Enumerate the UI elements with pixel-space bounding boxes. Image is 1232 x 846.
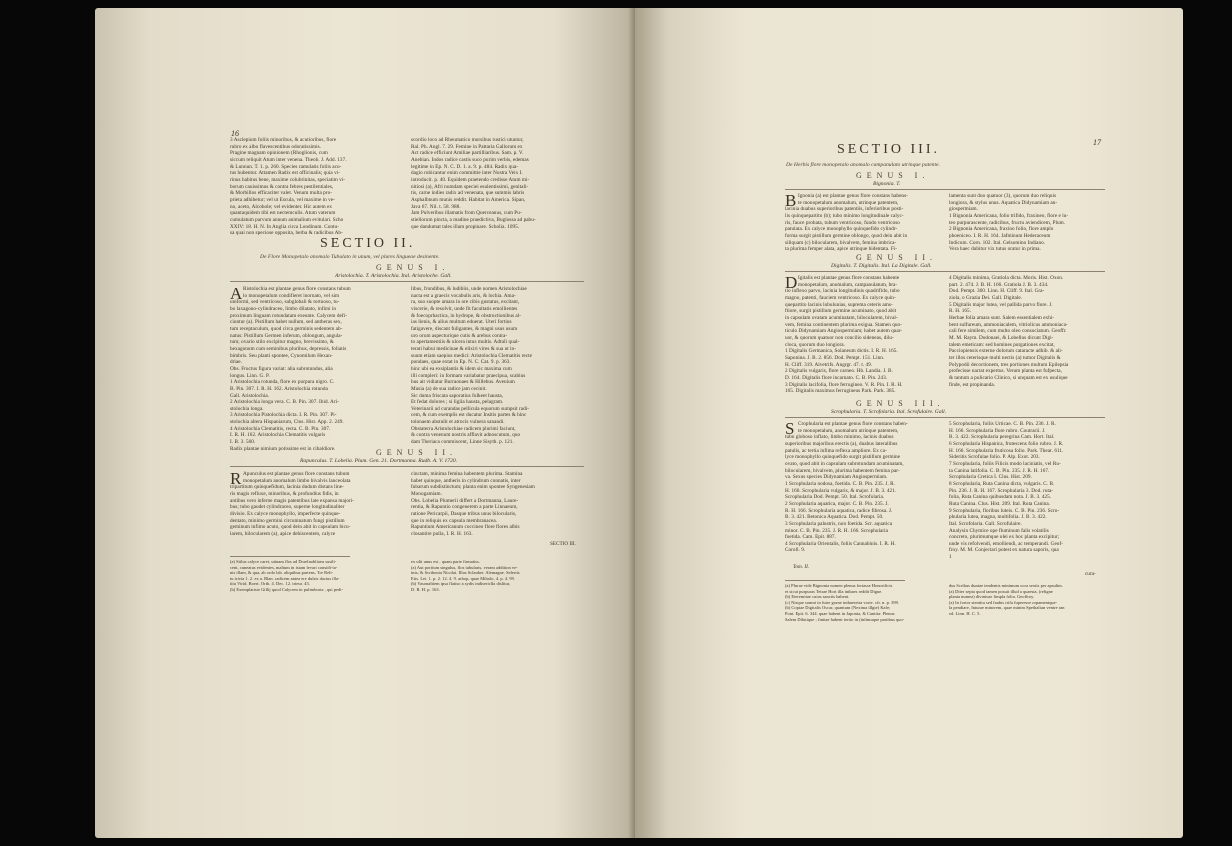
text-line: uor, & quorum quatuor non concilio sideneas, dilu- bbox=[785, 334, 894, 341]
text-line: Ital. Scrofolaria. Gall. Scrofulaire. bbox=[949, 520, 1022, 527]
text-line: 1 Aristolochia rotunda, flore ex purpura nigro. C. bbox=[230, 379, 335, 386]
text-line: borum cauissimus & contra febres pestilentiales, bbox=[230, 183, 334, 190]
text-line: terati habui medicinae & elixiri vires & sua ut in- bbox=[411, 345, 516, 352]
text-line: nis illam, & qua, ab ordo lab. aliquibus partens, Tre Reli- bbox=[230, 570, 334, 576]
text-line: Herbae folia amara sunt. Salem essentialem exhi- bbox=[949, 314, 1055, 321]
text-line: rinus habitus bene, maxime colubrinitas, speciatim vi- bbox=[230, 176, 346, 183]
text-line: (b) Vasonaltiem ipsa flatiso a sydis indisericlla dislitur, bbox=[411, 581, 511, 587]
text-line: antibus vero inferne magis patentibus late expansa majori- bbox=[230, 497, 355, 504]
genus-label: GENUS III. bbox=[856, 399, 945, 408]
text-line: fubarum subdistinctum; planta enim spontee Syngenesiam bbox=[411, 484, 535, 491]
text-line: superioribus majoribus erectis (a), duabus lateralibus bbox=[785, 440, 898, 447]
text-line: 2 Bignonia Americana, fraxino folio, flore amplo bbox=[949, 226, 1054, 233]
text-line: fatigavere, discant fuligantes, & magni usus usum bbox=[411, 325, 518, 332]
text-line: monopetalum anomalum limbo bivalvis lanceolata bbox=[243, 477, 351, 484]
text-line: unde vis refolvendi, emolliendi, ac temperandi. Geof- bbox=[949, 540, 1063, 547]
text-line: (a) Aut portium singulus, flos tubularis, veram addition ve- bbox=[411, 564, 518, 570]
text-line: ftiore, surgit pistillum germine acuminato, quod abit bbox=[785, 308, 897, 315]
text-line: D. 164. Digitalis flore incarnato. C. B. Pin. 243. bbox=[785, 374, 888, 381]
text-line: H. Cliff. 319. Alvetrifs. Angrgr. 47. t. 49. bbox=[785, 361, 873, 368]
text-line: B. Pin. 307. I. R. H. 162. Aristolochia rotunda bbox=[230, 385, 328, 392]
text-line: tubo globoso inflato, limbo minimo, lacinis duabus bbox=[785, 434, 894, 441]
text-line: Pragine magnam opinionem (Rhoglionis, cum bbox=[230, 150, 328, 157]
text-line: ris magis refluxe, minoribus, & profundius fidis, in bbox=[230, 490, 339, 497]
text-line: H. 166. Scrophularia fruticosa folio. Park. Theat. 611. bbox=[949, 447, 1064, 454]
text-line: dus Scribus duntae tendentis minimum ocra sextis per apsulim. bbox=[949, 583, 1063, 588]
text-line: bus; tubo gaudet cylindraceo, superne longitudinaliter bbox=[230, 504, 345, 511]
text-column bbox=[411, 471, 583, 538]
text-column bbox=[785, 421, 941, 554]
text-line: (a) Diter sepia quod tamen posuit illud a quaesta, (religne bbox=[949, 588, 1053, 594]
text-line: cinctam, minima femina habentem plurima. Stamina bbox=[411, 471, 523, 477]
text-line: driae. bbox=[230, 359, 242, 366]
text-line: part. 2. 474. J. B. H. 166. Gratiola J. B. 3. 434. bbox=[949, 281, 1049, 288]
text-line: no, aceto, Alcohole; vel evidenter. Hic autem ex bbox=[230, 203, 333, 210]
genus-label: GENUS I. bbox=[376, 263, 450, 272]
text-line: scordio loco ad Rheumatico morsibus rustici utuntur, bbox=[411, 137, 524, 143]
text-line: & Morbillos efficaciter valet. Venum multa pro- bbox=[230, 190, 332, 197]
text-line: viscerie, & resolvit, unde fit facultatis emollientes bbox=[411, 305, 518, 312]
text-line: ovato, quod abit in capsulam subrotundam acuminatam, bbox=[785, 460, 904, 467]
text-line: Pont. Epit. 6. 344. quae habent in Japonia, & Cantita: Plenus bbox=[785, 610, 895, 616]
text-column bbox=[230, 137, 402, 237]
text-line: tolonaem abstulit et atrocis vulnera sanandi. bbox=[411, 419, 505, 426]
text-line: ed. Linn. H. C. 5. bbox=[949, 610, 981, 616]
text-line: Anebian. Indos radice castis suco purim verbis, edemas bbox=[411, 156, 529, 163]
text-line: profecisse narrat expertus. Verum planta est fufpecta, bbox=[949, 368, 1062, 375]
text-line: Analysin Chymice ope fluminum falis volatilis bbox=[949, 527, 1049, 534]
text-line: stolochia longa. bbox=[230, 405, 264, 412]
text-line: Sideritis Scrofulae folio. P. Alp. Exot. 203. bbox=[949, 454, 1040, 461]
text-column bbox=[949, 421, 1105, 561]
text-line: 3 Scrophularia palustris, non foetida. Scr. aquatica bbox=[785, 520, 893, 527]
text-line: 3 Aristolochia Pistolochia dicta. I. R. Pin. 307. Pi- bbox=[230, 412, 337, 419]
text-line: Apunculus est plantae genus flore constans tubum bbox=[243, 471, 350, 477]
text-line: cali fere similem, cum multo oleo consociatum. Geoffr. bbox=[949, 328, 1067, 335]
text-line: froy. M. M. Conjectari potest ex natura saporis, qua bbox=[949, 547, 1059, 554]
text-line: Radix plantae nimium potissime est in cibaldiore. bbox=[230, 445, 336, 452]
text-column bbox=[230, 286, 402, 452]
text-line: 1 Digitalis Germanica, Solaneum dictis. I. R. H. 165. bbox=[785, 348, 898, 355]
text-line: Ral. Ph. Angl. 7. 29. Femine in Pattaria Gallorum ex bbox=[411, 143, 523, 150]
text-line: Sic duma friscata saporatius fulkeet hausta, bbox=[411, 392, 504, 399]
text-line: rentia, & Rapuntio congenerem a parte Linnaeum, bbox=[411, 504, 518, 511]
footnotes bbox=[949, 583, 1105, 617]
text-line: H. 166. Scrophularia vulgaris, & major. J. B. 3. 421. bbox=[785, 487, 897, 494]
text-line: I. B. 3. 560. bbox=[230, 439, 256, 446]
text-line: phoeniceo. I. R. H. 164. Jafminum Hederaceum bbox=[949, 232, 1051, 239]
text-line: magno, patenti, fauciem ventricoso. Ex calyce quin- bbox=[785, 294, 896, 301]
text-column bbox=[949, 275, 1105, 388]
text-line: bimbris. Seu planti spontee, Cynomilum Hexan- bbox=[230, 352, 333, 359]
drop-cap: B bbox=[785, 191, 797, 210]
text-line: 6 Scrophularia Hispanica, frutescens folio rubro. J. R. bbox=[949, 440, 1064, 447]
text-line: finde, est propinanda. bbox=[949, 381, 996, 388]
text-line: tis, carne indies radix ad venenata, que summis labris bbox=[411, 190, 525, 197]
text-line: bilocularem, bivalvem, plurima habentem femina par- bbox=[785, 467, 900, 474]
text-line: et sicut purpuras Tetrae Hort illa inthaes reddit Digue. bbox=[785, 588, 883, 594]
text-line: ias lienis, & alius multum eduerat. Uteri fortius bbox=[411, 319, 512, 326]
footnote-rule bbox=[230, 556, 350, 557]
text-line: que in reliquis ex capsula membranacea. bbox=[411, 517, 498, 524]
page-number: 17 bbox=[1093, 138, 1101, 147]
divider bbox=[785, 189, 1105, 190]
text-line: tu trivia 1. 2. ex a. Blan. radicem antea ere dulsis dactus illa- bbox=[230, 575, 340, 581]
text-line: nitiosi (a), Afri numdam speciei esulentissimi, genitali- bbox=[411, 183, 529, 190]
text-line: Ruta Canina. Clus. Hist. 209. Ital. Ruta Canina. bbox=[949, 500, 1051, 507]
text-line: M. M. Raym. Dodonaei, & Lobellus dicunt Digi- bbox=[949, 334, 1054, 341]
text-line: Jam Pulveribus illamatis from Querceanus, cum Pu- bbox=[411, 210, 522, 217]
text-line: talem emeticam: sed homines purgationes excitat, bbox=[949, 341, 1055, 348]
genus-label: GENUS I. bbox=[856, 171, 930, 180]
text-line: uniformi, sed ventricoso, subglobali & tortuoso, tu- bbox=[230, 299, 340, 306]
text-line: ris, fauce probata, tubum ventricoso, fundo ventricoso bbox=[785, 219, 900, 226]
divider bbox=[230, 466, 584, 467]
section-heading: SECTIO III. bbox=[837, 142, 940, 157]
text-column bbox=[949, 193, 1105, 253]
text-line: proximum linguam rotundatam exeunte. Calycem defi- bbox=[230, 312, 347, 319]
text-line: divisio. Ex calyce monophyllo, imperfecte quinque- bbox=[230, 510, 341, 517]
text-line: lamenta sunt duo quatuor (3), quorum duo reliquis bbox=[949, 193, 1057, 199]
text-line: hexagonum cum seminibus pluribus, depressis, foliatis bbox=[230, 345, 347, 352]
text-line: (a) In fortor stentitu sed faubis trifa fuperesse orpamentque- bbox=[949, 599, 1058, 605]
text-line: 1 bbox=[949, 554, 952, 561]
text-line: XXIV: 18. H. N. In Anglia circa Londinum. Contu- bbox=[230, 223, 339, 230]
text-line: te monopetalum, anomalum utrinque patentem, bbox=[798, 427, 899, 434]
text-line: Coroll. 9. bbox=[785, 547, 806, 554]
text-line: Indicum. Corn. 102. Ital. Gelsomino Indiano. bbox=[949, 239, 1046, 246]
divider bbox=[785, 271, 1105, 272]
genus-name: Bignonia. T. bbox=[873, 181, 901, 187]
text-line: tum; ovario stilo excipitur magno, brevissimo, & bbox=[230, 339, 334, 346]
text-line: nacta est a graecis vocabulis aris, & lochia. Ama- bbox=[411, 292, 516, 299]
text-line: phularia lutea, magna, multifolia. J. B. 3. 422. bbox=[949, 514, 1047, 521]
text-line: bus ait vidiatur Burraonaes & Hillebus. Avenium bbox=[411, 379, 515, 386]
text-line: monopetalum, anomalum, campanulatum, bra- bbox=[798, 281, 898, 288]
text-line: lacinia duabus superioribus patentiis, inferioribus posti- bbox=[785, 206, 904, 213]
text-line: Veterinarii ad curandas pellicula equorum sumpsit radi- bbox=[411, 405, 529, 412]
divider bbox=[785, 417, 1105, 418]
text-line: cloca, quorum duo longiora. bbox=[785, 341, 845, 348]
text-line: in capsulam ovatam acuminatam, bilocularem, bival- bbox=[785, 314, 898, 321]
text-line: cem, & cum exemplis est ducatur Insitis partes & hinc bbox=[411, 412, 527, 419]
text-line: longiora, & stylus unus. Aquatica Didynamiam an- bbox=[949, 199, 1058, 206]
genus-label: GENUS II. bbox=[376, 448, 457, 457]
text-line: patulata. Ex calyce monophyllo quinquefido cylindr- bbox=[785, 226, 898, 233]
text-line: Obstaterra Aristolochiae radicem plurimi faciunt, bbox=[411, 425, 516, 432]
catchword: SECTIO III. bbox=[550, 541, 576, 547]
text-line: uro orum aspecturique cutis & arebus contra- bbox=[411, 332, 508, 339]
text-column bbox=[785, 275, 941, 395]
text-line: & tantum a pulicario Clinico, si unquam est ex usulique bbox=[949, 374, 1068, 381]
text-line: concreto, plurimumque olei ex hoc planta excipitur; bbox=[949, 534, 1060, 541]
text-line: que dandumat tales illam propinare. Scholia. 1095. bbox=[411, 223, 520, 230]
text-line: 3 Asclepium foliis minoribus, & acutioribus, flore bbox=[230, 137, 337, 143]
section-subtitle: De Flore Monopetalo anomalo Tubulato in unum, vel plures lingueae desinente. bbox=[260, 254, 440, 260]
text-line: 5 Scrophularia, foliis Urticae. C. B. Pin. 236. J. R. bbox=[949, 421, 1056, 427]
text-line: B. 3. 422. Scrophularia peregrina Cam. Hort. Ital. bbox=[949, 434, 1055, 441]
text-line: (a) Stilus calyce caret, utinam flos ad Dorelnobliaeu sustli- bbox=[230, 559, 337, 564]
text-line: ticulo Didynamiam Angiospermiam; habet autem quar- bbox=[785, 328, 903, 335]
text-line: Igitalis est plantae genus flore constans habente bbox=[798, 275, 900, 281]
text-column bbox=[785, 193, 941, 253]
text-line: B. 3. 421. Betonica Aquatica. Dod. Pempt. 50. bbox=[785, 514, 884, 521]
text-line: Obs. Fructus figura variat: alia subrotundus, alia bbox=[230, 365, 333, 372]
text-line: bo laxagono-cylindraceo, limbo dilatato, infimi in bbox=[230, 305, 337, 312]
genus-name: Aristolochia. T. Aristolochia. Ital. Aristoloche. Gall. bbox=[335, 273, 452, 279]
text-line: bent sulfureum, ammoniacalem, vitriolicus ammoniaca- bbox=[949, 321, 1068, 328]
text-line: hinc ubi ea exsiplantis & idem sic maxima cum bbox=[411, 365, 512, 372]
text-line: Act radice efficiunt Amiliae partilliaribus. Sam. p. V. bbox=[411, 150, 524, 157]
text-line: folia, Ruta Canina quibusdam nota. J. B. 3. 425. bbox=[949, 494, 1052, 501]
footnotes bbox=[785, 583, 941, 622]
text-line: D. R. H. p. 163. bbox=[411, 586, 440, 592]
text-line: Ristolochia est plantae genus flore constans tubum bbox=[243, 286, 351, 292]
text-column bbox=[411, 137, 583, 230]
text-line: 1 Bignonia Americana, folio trifido, fraxineo, flore e lu- bbox=[949, 212, 1069, 219]
genus-name: Digitalis. T. Digitalis. Ital. La Digitale. Gall. bbox=[831, 263, 932, 269]
text-line: illi compleri: in formam variabatur praecipua, scabius bbox=[411, 372, 526, 379]
drop-cap: R bbox=[230, 469, 242, 488]
text-line: Polypodii decoctionem, tres portiones multum Epilepsia bbox=[949, 361, 1069, 368]
text-line: tum receptaculum, quod circa germinis sedentem ab- bbox=[230, 325, 343, 332]
text-line: Et fedat dolores ; si ligila hausta, pelagram. bbox=[411, 399, 504, 406]
text-line: Dod. Pempt. 360. Linn. H. Cliff. 9. Ital. Gra- bbox=[949, 288, 1045, 295]
text-line: planta numea) diviniuse fimpla folia. Geoffroy. bbox=[949, 594, 1035, 600]
text-line: longus. Linn. G. P. bbox=[230, 372, 270, 379]
footnotes bbox=[230, 559, 402, 593]
section-subtitle: De Herbis flore monopetalo anomalo campanulato utrinque patente. bbox=[786, 162, 940, 168]
text-column bbox=[230, 471, 402, 538]
text-line: lis quinquepartito (b); tubo minimo longitudinale calyc- bbox=[785, 212, 904, 219]
text-line: (b) Copiae Digitalis Oscar, quantum (Nexima illgie) Kafe; bbox=[785, 605, 891, 611]
text-line: Scrophularia Cretica I. Clus. Hist. 209. bbox=[949, 474, 1032, 481]
text-line: & foecoprhactica, in hydrope, & obstructionibus al- bbox=[411, 312, 522, 319]
text-line: 5 Digitalis major lutea, vel pallida parvo flore. J. bbox=[949, 301, 1053, 308]
signature-mark: Tom. II. bbox=[793, 564, 810, 570]
text-line: larem, bilocularem (a), apice dehiscentem, calyce bbox=[230, 530, 336, 537]
text-line: Ignonia (a) est plantae genus flore constans habens- bbox=[798, 193, 908, 199]
text-line: ex ulti unus est , quam parte firmatiss. bbox=[411, 559, 480, 564]
text-line: inis; & Scribonia Nicolai. Illus Sclauber. Alemagne. Seleriis bbox=[411, 570, 520, 576]
text-line: prieta adhibetur; vel ut Escula, vel maxime in ve- bbox=[230, 196, 335, 203]
catchword: cura- bbox=[1085, 571, 1096, 577]
text-line: 4 Aristolochia Clematitis, recta. C. B. Pin. 307. bbox=[230, 425, 331, 432]
text-line: forma surgit pistillum germine oblongo, quod dein abit in bbox=[785, 232, 908, 239]
text-line: 4 Scrophularia Orientalis, foliis Cannabinis. I. R. H. bbox=[785, 540, 896, 547]
genus-name: Rapunculus. T. Lobelia. Plum. Gen. 21. Dortmanna. Rudb. A. V. 1720. bbox=[300, 458, 458, 464]
genus-label: GENUS II. bbox=[856, 253, 937, 262]
text-line: ra, suo suopte amara in ore cibis gustatus, excitant, bbox=[411, 299, 520, 306]
text-line: tripartitum quinquefidum, lacinia dudum distans line- bbox=[230, 484, 344, 491]
text-line: libus, frondibus, & ludibiis, unde nomen Aristolochiae bbox=[411, 286, 527, 292]
divider bbox=[230, 281, 584, 282]
text-line: foetida. Cam. Epit. 887. bbox=[785, 534, 836, 541]
right-page bbox=[635, 8, 1183, 838]
text-line: cent, cuneatus evidentes, maltum in istam levari considi-ta- bbox=[230, 564, 338, 570]
text-line: 165. Digitalis maximus ferrugineus Park. Park. 385. bbox=[785, 388, 896, 395]
section-heading: SECTIO II. bbox=[320, 236, 416, 251]
footnotes bbox=[411, 559, 583, 593]
left-page bbox=[95, 8, 635, 838]
text-line: 1 Scrophularia nodosa, foetida. C. B. Pin. 235. J. R. bbox=[785, 480, 895, 487]
text-line: Rapuntium Americanum coccineo flore flores albis bbox=[411, 524, 520, 531]
text-line: la pendiare, Iniurae minorem, quae minim Spethalian ventre ran bbox=[949, 605, 1065, 611]
text-line: Pin. 236. J. R. H. 167. Scrophularia 3. Dod. ruta- bbox=[949, 487, 1054, 494]
text-line: stolochia altera Hispaniarum, Clus. Hist. App. 2. 249. bbox=[230, 419, 344, 426]
text-line: pondaes, quae extat in Ep. N. C. Cat. 9. p. 363. bbox=[411, 359, 511, 366]
text-line: sa quai non speciose opposita, herba & radicibus Ab- bbox=[230, 230, 343, 237]
text-line: ter illos ceterisque multi nectis (a) tumor Digitalis & bbox=[949, 354, 1061, 361]
text-line: Pacciopiensis externe dolorum cataracte adhib. & ali- bbox=[949, 348, 1063, 355]
text-line: vem, femina continentem plurima exigua. Stamen quo- bbox=[785, 321, 902, 328]
text-line: ratione Pericarpii, Dasque tribus unus bilocularis, bbox=[411, 510, 517, 517]
text-line: Saponina. J. B. 2. 856. Dod. Pempt. 151. Linn. bbox=[785, 354, 885, 361]
text-line: Musia (a) de sua radice jam cecinit. bbox=[411, 385, 487, 392]
text-line: introducit. p. 40. Equidem praetendo credisse Atum mi- bbox=[411, 176, 530, 183]
text-line: Obs. Lobelia Plumerii differt a Dortmanna, Laure- bbox=[411, 497, 519, 504]
text-line: to apertamentiis & ulcera intus multis. Adtuli qual- bbox=[411, 339, 520, 346]
text-line: geminum infimo acuto, quod dein abit in capsulam bicu- bbox=[230, 524, 351, 531]
text-line: siccum reliquit Atum inter venena. Theob. J. Add. 137. bbox=[230, 156, 347, 163]
text-line: (a) Plurae vide Bignonia nomen plenus fortasse Honorificis bbox=[785, 583, 893, 588]
drop-cap: A bbox=[230, 284, 243, 303]
text-line: siliquam (c) bilocularem, bivalvem, femina imbrica- bbox=[785, 239, 897, 246]
text-line: 9 Scrophularia, floribus luteis. C. B. Pin. 236. Scro- bbox=[949, 507, 1060, 514]
text-line: lo monopetalum condifieret inornato, vel sim bbox=[243, 292, 340, 299]
text-line: Asphalbnum munis reddit. Habitat in America. Sipan, bbox=[411, 196, 526, 203]
text-line: Crophularia est plantae genus flore constans haben- bbox=[798, 421, 908, 427]
text-line: (b) Exemplatiste Gillij quod Calycem in pulimborta , qui pedi- bbox=[230, 586, 344, 592]
text-line: (b) Eteremitae cuius sanctis habent. bbox=[785, 594, 850, 600]
text-line: Vera haec dubitur vix tutus oratur in prima. bbox=[949, 246, 1041, 253]
text-line: 3 Digitalis lacifolia, flore ferrugineo. V. R. Pin. I. R. H. bbox=[785, 381, 903, 388]
text-line: va. Sexus species Didynamiam Angiospermiam. bbox=[785, 474, 888, 481]
text-line: 2 Aristolochia longa vera. C. B. Pin. 307. Ibid. Ari- bbox=[230, 399, 339, 406]
text-line: 7 Scrophularia, foliis Filicis modo laciniatis, vel Ru- bbox=[949, 460, 1061, 467]
text-line: minor. C. B. Pin. 235. J. R. H. 166. Scrophularia bbox=[785, 527, 889, 534]
text-line: (c) Nisque somni in futre gorne inthaeretra vorie. cfr. n. p. 399. bbox=[785, 599, 900, 605]
text-line: 8 Scrophularia, Ruta Canina dicta, vulgaris. C. B. bbox=[949, 480, 1055, 487]
footnote-rule bbox=[785, 580, 905, 581]
text-line: legitime in Ep. N. C. D. 1. a. 9. p. 484. Radix qua- bbox=[411, 163, 519, 170]
text-line: lyce monophyllo quinquefido surgit pistillum germine bbox=[785, 454, 901, 461]
text-line: rubro ex albo flavescentibus odoratissimis. bbox=[230, 143, 322, 150]
text-line: 2 Scrophularia aquatica, major. C. B. Pin. 235. J. bbox=[785, 500, 889, 507]
text-line: R. H. 166. Scrophularia aquatica, radice fibrosa. J. bbox=[785, 507, 893, 514]
text-line: tio inflexo parvo, lacinia longitudinis quadrifido, tubo bbox=[785, 288, 900, 295]
text-line: patulis, ac tertia infima reflexa ampliore. Ex ca- bbox=[785, 447, 887, 454]
text-line: dagio rubicantur enim committie inter Nostra Veix I. bbox=[411, 170, 523, 177]
text-line: tus hubentur. Attamen Radix est officinalis; quia vi- bbox=[230, 170, 341, 177]
text-line: quepartito lacinis lobulunias, suprema ceteris ams- bbox=[785, 301, 893, 308]
text-line: stiellorum pincta, a madine praedictiva, Buglossa ad pabu- bbox=[411, 216, 536, 223]
text-line: quantaquidem tibi est nectemculis. Atum vaterum bbox=[230, 210, 336, 217]
text-line: 4 Digitalis minima, Gratiola dicta. Moris. Hist. Oxon. bbox=[949, 275, 1064, 281]
text-line: te monopetalum anomalum, utrinque patentem, bbox=[798, 199, 899, 206]
text-line: Salem Dilutique ; finitae habent tertio in (infimuque partibus quo- bbox=[785, 616, 905, 622]
text-line: ziola, o Grazia Dei. Gall. Digitale. bbox=[949, 294, 1023, 301]
text-line: Monogamiam. bbox=[411, 490, 442, 497]
drop-cap: S bbox=[785, 419, 795, 438]
text-line: dentato, minimo germini circumnatum fungi pistillum bbox=[230, 517, 345, 524]
text-line: teo purpurascente, radicibus, fructu aviendicem, Plum. bbox=[949, 219, 1066, 226]
text-line: 2 Digitalis vulgaris, flore carneo. Hb. Landia. J. B. bbox=[785, 368, 893, 375]
text-line: giospermiam. bbox=[949, 206, 978, 213]
text-line: natus: Pistillum Germen inferum, oblongum, angula- bbox=[230, 332, 343, 339]
drop-cap: D bbox=[785, 273, 798, 292]
text-line: titu Virid. Boert. Orth. 4. Dec. 12. trieur. 43. bbox=[230, 581, 310, 587]
text-line: & contra venenum nostris afflavit adnoscutum, quo bbox=[411, 432, 521, 439]
text-line: R. H. 165. bbox=[949, 308, 971, 315]
text-line: & Lunnun. T. 1. p. 260. Species ramulatis foliis acu- bbox=[230, 163, 342, 170]
text-line: ta Canina latifolia. C. B. Pin. 235. J. R. H. 167. bbox=[949, 467, 1050, 474]
text-line: closantire pulla, I. R. H. 163. bbox=[411, 530, 473, 537]
text-column bbox=[411, 286, 583, 446]
text-line: suum etiam saepius medici: Aristolochia Clematitis recte bbox=[411, 352, 532, 359]
text-line: Scrophularia Dod. Pempt. 50. Ital. Scrofolaria. bbox=[785, 494, 885, 501]
text-line: Java 67. Nil. t. 58. 988. bbox=[411, 203, 461, 210]
text-line: I. R. H. 162. Aristolochia Clematitis vulgaris bbox=[230, 432, 326, 439]
genus-name: Scrophularia. T. Scrofolaria. Ital. Scrofulaire. Gall. bbox=[831, 409, 947, 415]
text-line: ta plurima femper alata, apice utrinque bidentata. Fi- bbox=[785, 246, 898, 253]
text-line: H. 166. Scrophularia flore rubro. Coutrarii. J. bbox=[949, 427, 1046, 434]
text-line: Etis. Lei. 1. p. 2. 12. 4. 9. arbop, quae Miholo, 4. p. 4. 99. bbox=[411, 575, 516, 581]
text-line: dam Theriaca commiscent, Linne Sisyth. p. 121. bbox=[411, 439, 514, 446]
text-line: cumulatum parvum annum animalium evitulari. Scho bbox=[230, 216, 344, 223]
text-line: ciuntur (a). Pistillum habet nullum, sed antheras sex, bbox=[230, 319, 342, 326]
text-line: Gall. Aristolochia. bbox=[230, 392, 270, 399]
page-number: 16 bbox=[231, 129, 239, 138]
text-line: habet quinque, antheris in cylindrum connatis, inter bbox=[411, 477, 521, 484]
